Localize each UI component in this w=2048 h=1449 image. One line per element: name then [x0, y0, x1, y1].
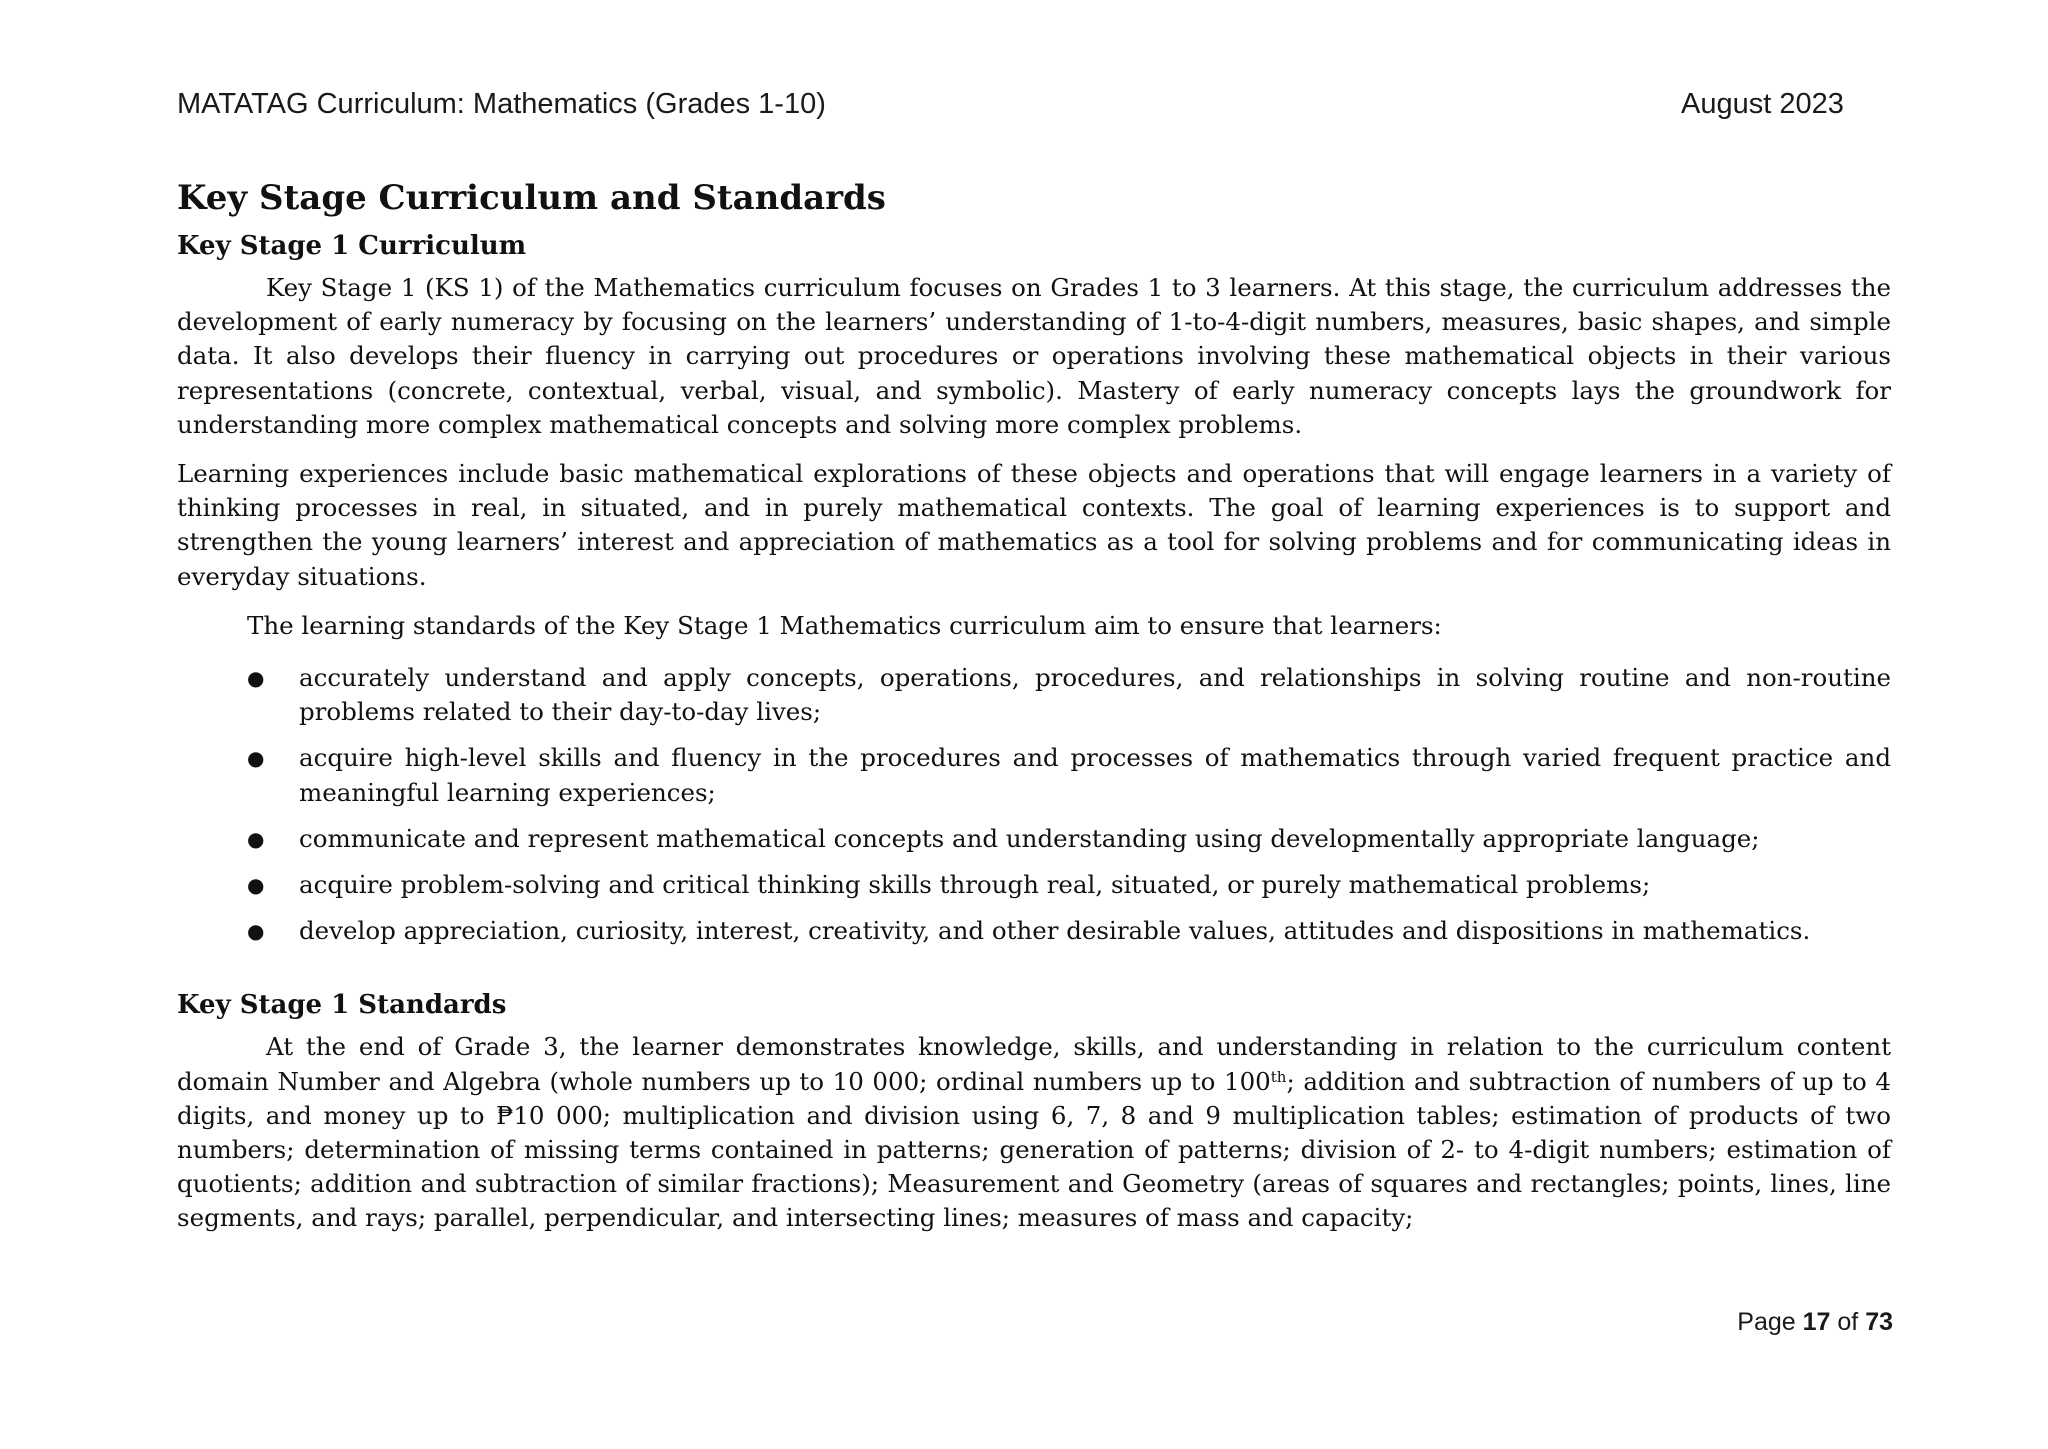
bullet-icon: ● — [247, 919, 265, 944]
current-page-number: 17 — [1802, 1308, 1831, 1336]
learning-standards-lead-in: The learning standards of the Key Stage 1 Mathematics curriculum aim to ensure that learners: — [247, 610, 1442, 640]
ks1-standards-heading: Key Stage 1 Standards — [177, 990, 507, 1021]
total-pages-number: 73 — [1865, 1308, 1893, 1336]
list-item-text: accurately understand and apply concepts, operations, procedures, and relationships in solving routine and non-routine problems related to their day-to-day lives; — [299, 663, 1891, 727]
list-item-text: acquire high-level skills and fluency in the procedures and processes of mathematics through varied frequent practice and meaningful learning experiences; — [299, 743, 1891, 807]
list-item — [177, 914, 1891, 948]
of-label: of — [1837, 1308, 1859, 1336]
standards-text-part-1: At the end of Grade 3, the learner demonstrates knowledge, skills, and understanding in relation to the curriculum content domain Number and Algebra (whole numbers up to 10 000; ordinal numbers up to 100 — [177, 1032, 1891, 1096]
list-item-text: develop appreciation, curiosity, interest, creativity, and other desirable values, attitudes and dispositions in mathematics. — [299, 916, 1811, 946]
list-item — [177, 741, 1891, 809]
header-document-title: MATATAG Curriculum: Mathematics (Grades 1-10) — [177, 88, 826, 120]
header-date: August 2023 — [1681, 88, 1844, 120]
list-item-text: acquire problem-solving and critical thinking skills through real, situated, or purely mathematical problems; — [299, 870, 1651, 900]
ks1-curriculum-paragraph-1: Key Stage 1 (KS 1) of the Mathematics curriculum focuses on Grades 1 to 3 learners. At this stage, the curriculum addresses the development of early numeracy by focusing on the learners’ understanding of 1-to-4-digit numbers, measures, basic shapes, and simple data. It also develops their fluency in carrying out procedures or operations involving these mathematical objects in their various representations (concrete, contextual, verbal, visual, and symbolic). Mastery of early numeracy concepts lays the groundwork for understanding more complex mathematical concepts and solving more complex problems. — [177, 273, 1891, 439]
page-number-footer — [1737, 1308, 1893, 1337]
main-content — [177, 172, 1891, 1251]
ks1-curriculum-paragraph-2: Learning experiences include basic mathematical explorations of these objects and operations that will engage learners in a variety of thinking processes in real, in situated, and in purely mathematical contexts. The goal of learning experiences is to support and strengthen the young learners’ interest and appreciation of mathematics as a tool for solving problems and for communicating ideas in everyday situations. — [177, 459, 1891, 591]
list-item — [177, 868, 1891, 902]
ks1-standards-paragraph — [177, 1030, 1891, 1235]
ks1-curriculum-heading: Key Stage 1 Curriculum — [177, 231, 527, 261]
learning-standards-list — [177, 661, 1891, 948]
list-item — [177, 661, 1891, 729]
bullet-icon: ● — [247, 746, 265, 771]
bullet-icon: ● — [247, 826, 265, 851]
ordinal-superscript: th — [1270, 1067, 1287, 1086]
list-item-text: communicate and represent mathematical concepts and understanding using developmentally appropriate language; — [299, 823, 1760, 853]
section-title: Key Stage Curriculum and Standards — [177, 178, 886, 218]
standards-text-part-2: ; addition and subtraction of numbers of up to 4 digits, and money up to ₱10 000; multiplication and division using 6, 7, 8 and 9 multiplication tables; estimation of products of two numbers; determination of missing terms contained in patterns; generation of patterns; division of 2- to 4-digit numbers; estimation of quotients; addition and subtraction of similar fractions); Measurement and Geometry (areas of squares and rectangles; points, lines, line segments, and rays; parallel, perpendicular, and intersecting lines; measures of mass and capacity; — [177, 1066, 1891, 1233]
page-label: Page — [1737, 1308, 1796, 1336]
list-item — [177, 822, 1891, 856]
bullet-icon: ● — [247, 873, 265, 898]
bullet-icon: ● — [247, 666, 265, 691]
